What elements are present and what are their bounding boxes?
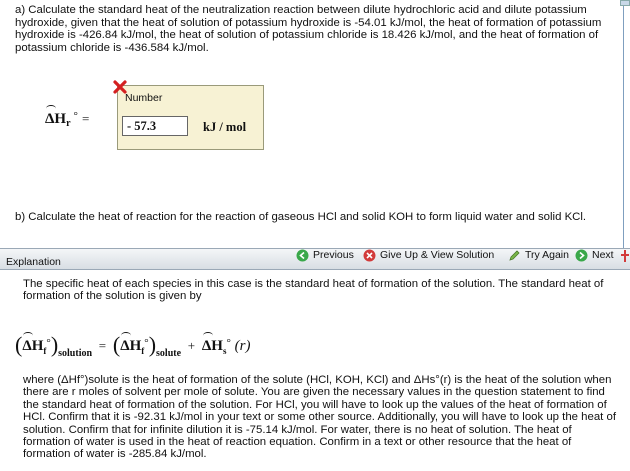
add-icon[interactable] xyxy=(620,249,630,263)
formula-r-term: (r) xyxy=(234,338,251,354)
number-label: Number xyxy=(125,92,163,104)
next-button[interactable] xyxy=(575,248,614,262)
previous-button[interactable] xyxy=(296,248,354,262)
wrong-x-icon xyxy=(112,79,128,95)
next-arrow-icon xyxy=(575,249,588,262)
next-label: Next xyxy=(592,249,614,261)
give-up-button[interactable] xyxy=(363,248,494,262)
try-again-label: Try Again xyxy=(525,249,569,261)
try-again-button[interactable] xyxy=(508,248,569,262)
panel-border xyxy=(623,0,624,248)
formula-sub-solute: solute xyxy=(156,348,182,359)
explanation-label: Explanation xyxy=(6,256,61,268)
previous-label: Previous xyxy=(313,249,354,261)
formula-delta-h-1: ΔH xyxy=(22,338,44,354)
corner-tab[interactable] xyxy=(620,0,630,6)
delta-h-subscript: r xyxy=(66,118,71,129)
answer-value-input[interactable]: - 57.3 xyxy=(122,116,188,136)
formula-sub-solution: solution xyxy=(58,348,93,359)
formula: (ΔHf°)solution = (ΔHf°)solute + ΔHs° (r) xyxy=(15,332,251,359)
formula-delta-h-2: ΔH xyxy=(120,338,142,354)
pencil-icon xyxy=(508,249,521,262)
equals-sign: = xyxy=(81,111,90,126)
give-up-label: Give Up & View Solution xyxy=(380,249,495,261)
unit-label: kJ / mol xyxy=(203,120,247,134)
question-b-text: b) Calculate the heat of reaction for the reaction of gaseous HCl and solid KOH to form liquid water and solid KCl. xyxy=(15,211,587,223)
explanation-paragraph-2: where (ΔHf°)solute is the heat of formation of the solute (HCl, KOH, KCl) and ΔHs°(r) is the heat of the solution when there are r moles of solvent per mole of solute. You are given the necessary values in the question statement to find the standard heat of formation of the solution. For HCl, you will have to look up the values of the heat of formation of HCl. Confirm that it is -92.31 kJ/mol in your text or some other source. Additionally, you will have to look up the heat of solution. Confirm that for infinite dilution it is -75.14 kJ/mol. For water, there is no heat of solution. The heat of formation of water is used in the heat of reaction equation. Confirm in a text or other resource that the heat of formation of water is -285.84 kJ/mol. xyxy=(23,374,617,461)
question-a-text: a) Calculate the standard heat of the neutralization reaction between dilute hydrochloric acid and dilute potassium hydroxide, given that the heat of solution of potassium hydroxide is -54.01 kJ/mol, the heat of formation of potassium hydroxide is -426.84 kJ/mol, the heat of solution of potassium chloride is 18.426 kJ/mol, and the heat of formation of potassium chloride is -436.584 kJ/mol. xyxy=(15,4,602,54)
give-up-icon xyxy=(363,249,376,262)
delta-h-label xyxy=(45,111,89,128)
degree-symbol: ° xyxy=(73,110,78,122)
formula-delta-h-3: ΔH xyxy=(201,338,223,354)
answer-box xyxy=(117,85,264,150)
explanation-paragraph-1: The specific heat of each species in this case is the standard heat of formation of the solution. The standard heat of formation of the solution is given by xyxy=(23,278,604,303)
delta-h-symbol: ΔH xyxy=(45,111,67,127)
previous-arrow-icon xyxy=(296,249,309,262)
